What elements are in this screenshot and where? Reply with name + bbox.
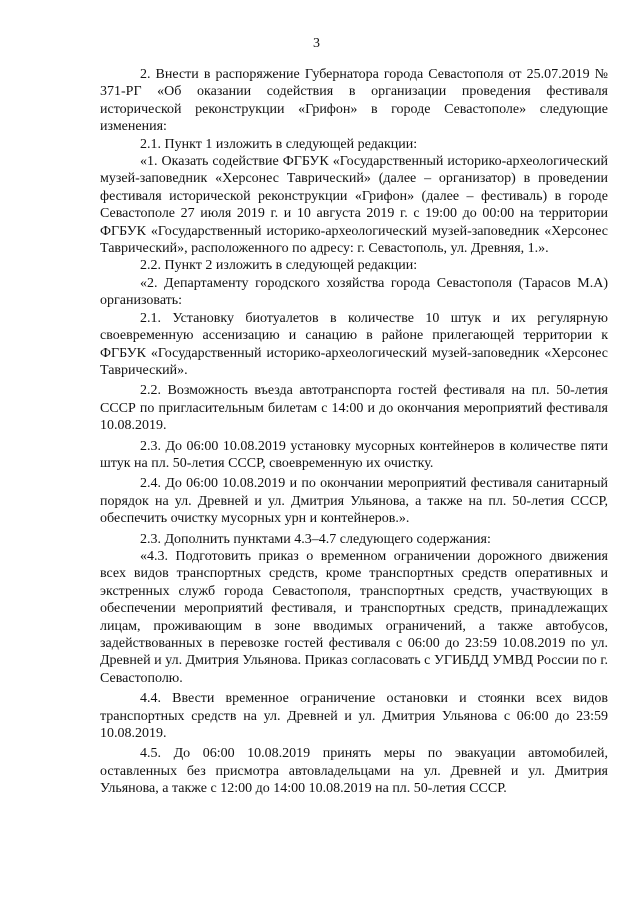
paragraph-item-4-3: «4.3. Подготовить приказ о временном ограничении дорожного движения всех видов транспортных средств, кроме транспортных средств оперативных и экстренных служб города Севастополя, транспортных средств, участвующих в обеспечении мероприятий фестиваля, и транспортных средств, принадлежащих лицам, проживающим в зоне вводимых ограничений, а также автобусов, задействованных в перевозке гостей фестиваля с 06:00 до 23:59 10.08.2019 по ул. Древней и ул. Дмитрия Ульянова. Приказ согласовать с УГИБДД УМВД России по г. Севастополю. — [100, 548, 608, 686]
paragraph-item-2-3: 2.3. До 06:00 10.08.2019 установку мусорных контейнеров в количестве пяти штук на пл. 50-летия СССР, своевременную их очистку. — [100, 438, 608, 471]
paragraph-item-4-5: 4.5. До 06:00 10.08.2019 принять меры по эвакуации автомобилей, оставленных без присмотра автовладельцами на ул. Древней и ул. Дмитрия Ульянова, а также с 12:00 до 14:00 10.08.2019 на пл. 50-летия СССР. — [100, 746, 608, 797]
paragraph-item-4-4: 4.4. Ввести временное ограничение остановки и стоянки всех видов транспортных средств на ул. Древней и ул. Дмитрия Ульянова с 06:00 до 23:59 10.08.2019. — [100, 691, 608, 742]
paragraph-item-2-1: 2.1. Установку биотуалетов в количестве 10 штук и их регулярную своевременную ассенизацию и санацию в районе прилегающей территории к ФГБУК «Государственный историко-археологический музей-заповедник «Херсонес Таврический». — [100, 310, 608, 378]
paragraph-amend-order: 2. Внести в распоряжение Губернатора города Севастополя от 25.07.2019 № 371-РГ «Об оказании содействия в организации проведения фестиваля исторической реконструкции «Грифон» в городе Севастополе» следующие изменения: — [100, 67, 608, 135]
paragraph-2-3-heading: 2.3. Дополнить пунктами 4.3–4.7 следующего содержания: — [140, 531, 491, 547]
document-body — [100, 66, 608, 798]
page-number: 3 — [313, 36, 320, 51]
paragraph-item-2-2: 2.2. Возможность въезда автотранспорта гостей фестиваля на пл. 50-летия СССР по пригласительным билетам с 14:00 и до окончания мероприятий фестиваля 10.08.2019. — [100, 383, 608, 434]
paragraph-item-2-4: 2.4. До 06:00 10.08.2019 и по окончании мероприятий фестиваля санитарный порядок на ул. Древней и ул. Дмитрия Ульянова, а также на пл. 50-летия СССР, обеспечить очистку мусорных урн и контейнеров.». — [100, 476, 608, 527]
paragraph-item-1-text: «1. Оказать содействие ФГБУК «Государственный историко-археологический музей-заповедник «Херсонес Таврический» (далее – организатор) в проведении фестиваля исторической реконструкции «Грифон» (далее – фестиваль) в городе Севастополе 27 июля 2019 г. и 10 августа 2019 г. с 19:00 до 00:00 на территории ФГБУК «Государственный историко-археологический музей-заповедник «Херсонес Таврический», расположенного по адресу: г. Севастополь, ул. Древняя, 1.». — [100, 154, 608, 257]
paragraph-2-2-heading: 2.2. Пункт 2 изложить в следующей редакции: — [140, 258, 418, 274]
paragraph-item-2-intro: «2. Департаменту городского хозяйства города Севастополя (Тарасов М.А) организовать: — [100, 275, 608, 309]
paragraph-2-1-heading: 2.1. Пункт 1 изложить в следующей редакции: — [140, 136, 418, 152]
